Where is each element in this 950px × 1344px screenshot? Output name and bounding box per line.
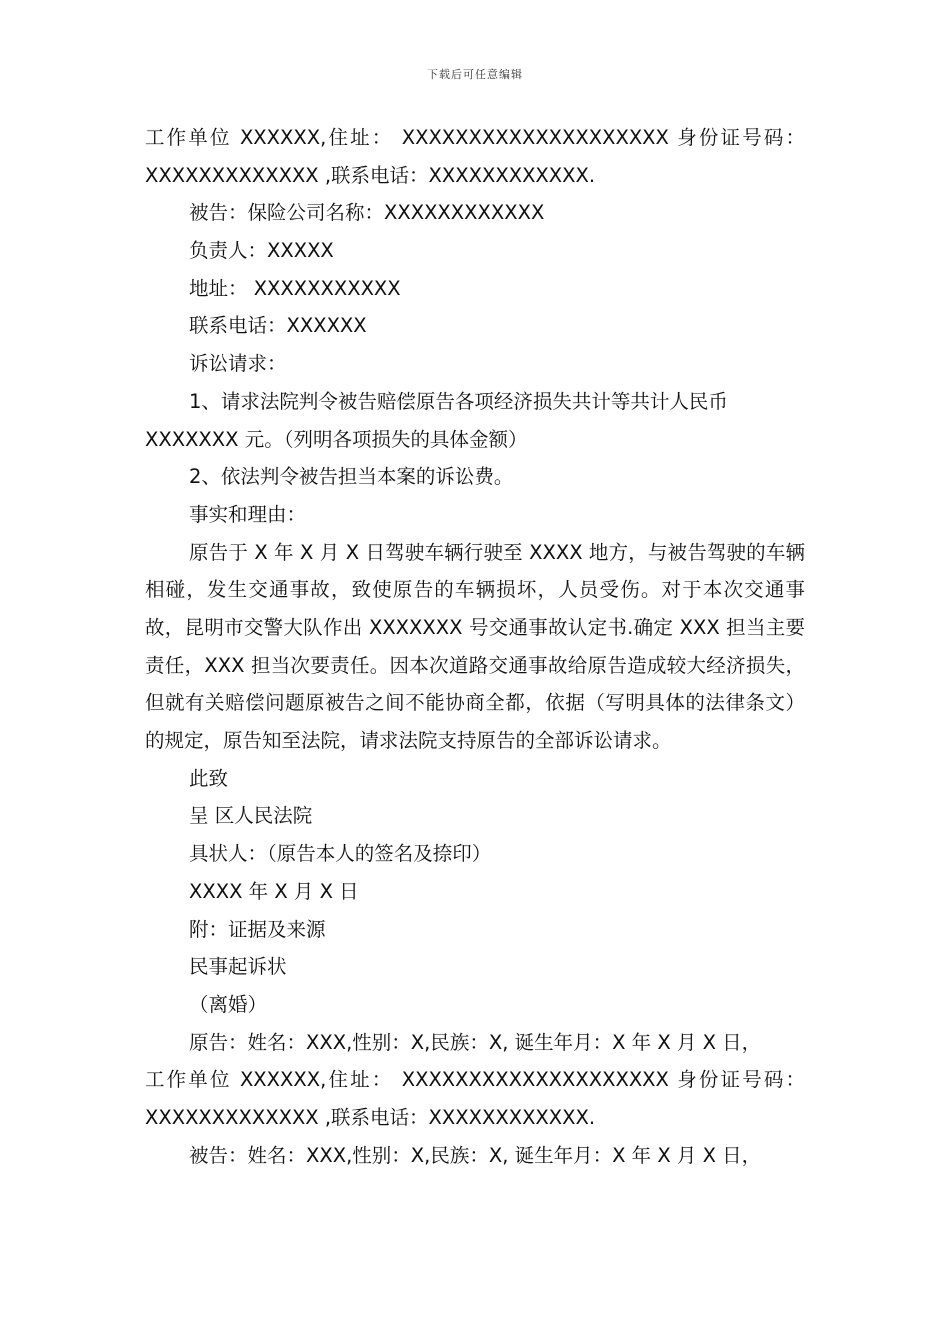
text-line: 原告：姓名：XXX,性别：X,民族：X, 诞生年月：X 年 X 月 X 日，: [189, 1030, 762, 1054]
document-body: [145, 119, 805, 1174]
text-line: 诉讼请求：: [189, 352, 287, 376]
text-line: 事实和理由：: [189, 502, 307, 526]
text-line: 民事起诉状: [189, 955, 287, 979]
text-line: XXXX 年 X 月 X 日: [189, 879, 359, 903]
page-header-note: 下载后可任意编辑: [427, 68, 523, 81]
text-line: 地址： XXXXXXXXXXX: [189, 276, 401, 300]
text-line: 2、依法判令被告担当本案的诉讼费。: [189, 465, 514, 489]
text-line: 被告：保险公司名称：XXXXXXXXXXXX: [189, 201, 545, 225]
text-line: XXXXXXXXXXXXX ,联系电话：XXXXXXXXXXXX.: [145, 163, 596, 187]
text-line: 附：证据及来源: [189, 917, 326, 941]
text-line: 负责人：XXXXX: [189, 239, 334, 263]
text-line: 工作单位 XXXXXX,住址： XXXXXXXXXXXXXXXXXXXX 身份证号码：: [145, 1068, 805, 1092]
text-line: 呈 区人民法院: [189, 804, 313, 828]
text-line: XXXXXXX 元。（列明各项损失的具体金额）: [145, 427, 528, 451]
text-line: （离婚）: [189, 992, 268, 1016]
text-line: 此致: [189, 766, 229, 790]
text-line: 1、请求法院判令被告赔偿原告各项经济损失共计等共计人民币: [189, 389, 728, 413]
text-line: XXXXXXXXXXXXX ,联系电话：XXXXXXXXXXXX.: [145, 1105, 596, 1129]
text-line: 具状人：（原告本人的签名及捺印）: [189, 842, 492, 866]
text-line: 工作单位 XXXXXX,住址： XXXXXXXXXXXXXXXXXXXX 身份证号码：: [145, 126, 805, 149]
facts-paragraph: 原告于 X 年 X 月 X 日驾驶车辆行驶至 XXXX 地方，与被告驾驶的车辆相碰，发生交通事故，致使原告的车辆损坏，人员受伤。对于本次交通事故，昆明市交警大队作出 XXXXXXX 号交通事故认定书.确定 XXX 担当主要责任，XXX 担当次要责任。因本次道路交通事故给原告造成较大经济损失，但就有关赔偿问题原被告之间不能协商全都，依据（写明具体的法律条文）的规定，原告知至法院，请求法院支持原告的全部诉讼请求。: [145, 540, 805, 753]
complaint-lines-top: [145, 119, 805, 534]
text-line: 联系电话：XXXXXX: [189, 314, 367, 338]
complaint-lines-bottom: [145, 760, 805, 1175]
text-line: 被告：姓名：XXX,性别：X,民族：X, 诞生年月：X 年 X 月 X 日，: [189, 1143, 762, 1167]
